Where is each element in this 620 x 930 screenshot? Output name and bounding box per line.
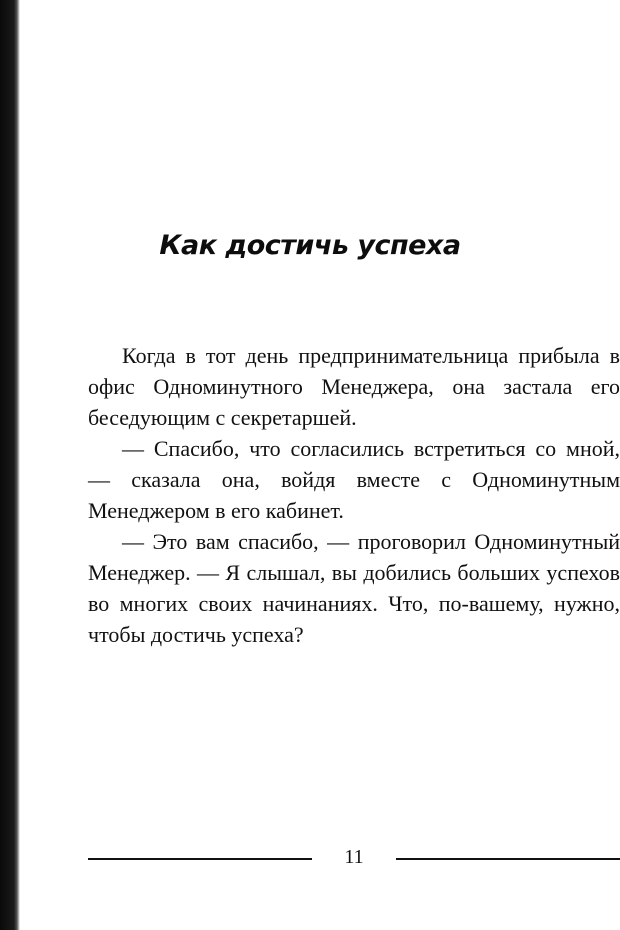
chapter-title: Как достичь успеха	[159, 230, 461, 262]
body-text	[88, 340, 620, 650]
paragraph: — Это вам спасибо, — проговорил Одноминутный Менеджер. — Я слышал, вы добились больших успехов во многих своих начинаниях. Что, по-вашему, нужно, чтобы достичь успеха?	[88, 529, 620, 647]
page-footer	[88, 842, 620, 872]
page-number: 11	[344, 846, 364, 868]
paragraph: Когда в тот день предпринимательница прибыла в офис Одноминутного Менеджера, она застала его беседующим с секретаршей.	[88, 343, 620, 430]
paragraph: — Спасибо, что согласились встретиться со мной, — сказала она, войдя вместе с Одноминутным Менеджером в его кабинет.	[88, 436, 620, 523]
page-binding-edge	[0, 0, 20, 930]
footer-rule-right	[396, 858, 620, 860]
footer-rule-left	[88, 858, 312, 860]
